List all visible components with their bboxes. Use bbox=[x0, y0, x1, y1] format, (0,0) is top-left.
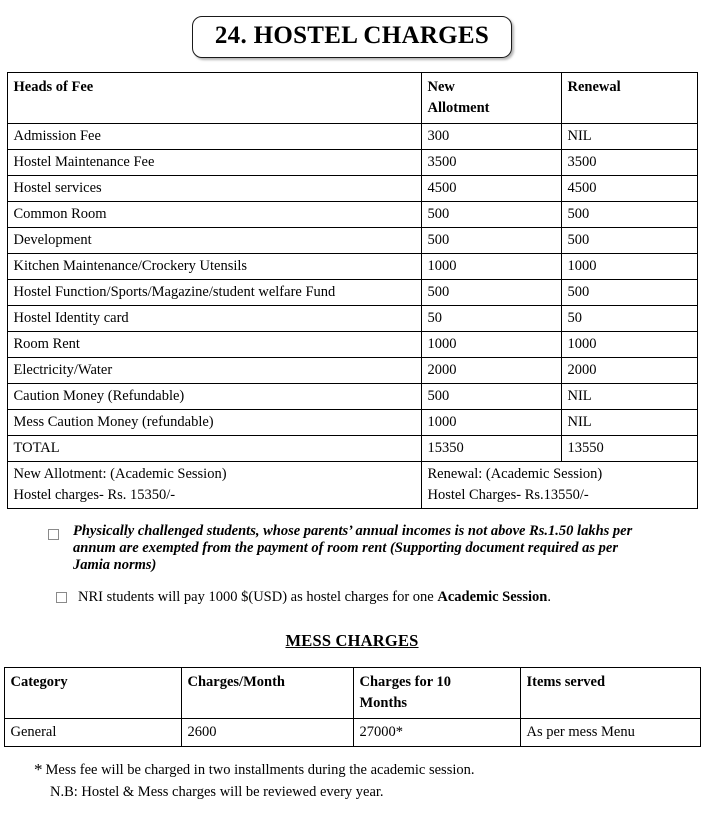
cell-new-allotment: 500 bbox=[421, 383, 561, 409]
cell-new-allotment: 2000 bbox=[421, 357, 561, 383]
cell-head-of-fee: Hostel Identity card bbox=[7, 305, 421, 331]
mess-charges-table-body bbox=[4, 718, 700, 746]
table-summary-row bbox=[7, 461, 697, 508]
table-row bbox=[7, 357, 697, 383]
hostel-charges-table-head bbox=[7, 72, 697, 123]
mess-charges-table bbox=[4, 667, 701, 747]
cell-new-allotment: 500 bbox=[421, 201, 561, 227]
cell-head-of-fee: Electricity/Water bbox=[7, 357, 421, 383]
mess-charges-heading-container bbox=[0, 631, 704, 651]
column-header-new-allotment bbox=[421, 72, 561, 123]
table-row bbox=[7, 201, 697, 227]
table-row bbox=[7, 435, 697, 461]
cell-renewal: 2000 bbox=[561, 357, 697, 383]
cell-renewal: 50 bbox=[561, 305, 697, 331]
cell-items-served: As per mess Menu bbox=[520, 718, 700, 746]
cell-renewal: NIL bbox=[561, 409, 697, 435]
note-nri-text-before: NRI students will pay 1000 $(USD) as hostel charges for one bbox=[78, 588, 438, 605]
summary-new-allotment-line1: New Allotment: (Academic Session) bbox=[13, 465, 227, 482]
cell-renewal: 4500 bbox=[561, 175, 697, 201]
table-row bbox=[7, 331, 697, 357]
column-header-items-served: Items served bbox=[520, 667, 700, 718]
cell-renewal: NIL bbox=[561, 383, 697, 409]
table-row bbox=[4, 718, 700, 746]
page-title-container bbox=[0, 0, 704, 58]
cell-new-allotment: 15350 bbox=[421, 435, 561, 461]
cell-head-of-fee: Admission Fee bbox=[7, 123, 421, 149]
hostel-charges-table-container bbox=[0, 72, 704, 509]
cell-head-of-fee: Kitchen Maintenance/Crockery Utensils bbox=[7, 253, 421, 279]
note-item-exemption bbox=[48, 523, 642, 574]
summary-cell-renewal bbox=[421, 461, 697, 508]
page-title-box bbox=[192, 16, 512, 58]
table-row bbox=[7, 383, 697, 409]
cell-renewal: 500 bbox=[561, 227, 697, 253]
summary-new-allotment-line2: Hostel charges- Rs. 15350/- bbox=[13, 486, 176, 503]
cell-renewal: 1000 bbox=[561, 331, 697, 357]
note-nri-text bbox=[78, 587, 551, 609]
cell-category: General bbox=[4, 718, 181, 746]
table-row bbox=[7, 227, 697, 253]
cell-head-of-fee: Development bbox=[7, 227, 421, 253]
page-title: 24. HOSTEL CHARGES bbox=[214, 22, 490, 49]
cell-renewal: NIL bbox=[561, 123, 697, 149]
cell-new-allotment: 300 bbox=[421, 123, 561, 149]
table-row bbox=[7, 279, 697, 305]
footnote-nb: N.B: Hostel & Mess charges will be reviewed every year. bbox=[50, 784, 384, 801]
column-header-charges-10-months-line1: Charges for 10 bbox=[359, 673, 452, 690]
cell-new-allotment: 500 bbox=[421, 227, 561, 253]
cell-head-of-fee: Common Room bbox=[7, 201, 421, 227]
cell-new-allotment: 500 bbox=[421, 279, 561, 305]
footnote-mess-fee-text: Mess fee will be charged in two installments during the academic session. bbox=[45, 761, 475, 778]
cell-new-allotment: 1000 bbox=[421, 409, 561, 435]
summary-renewal-line1: Renewal: (Academic Session) bbox=[427, 465, 603, 482]
cell-head-of-fee: Hostel Maintenance Fee bbox=[7, 149, 421, 175]
summary-renewal-line2: Hostel Charges- Rs.13550/- bbox=[427, 486, 589, 503]
cell-new-allotment: 4500 bbox=[421, 175, 561, 201]
cell-new-allotment: 3500 bbox=[421, 149, 561, 175]
table-row bbox=[7, 253, 697, 279]
cell-renewal: 3500 bbox=[561, 149, 697, 175]
note-item-nri bbox=[56, 587, 664, 609]
cell-renewal: 1000 bbox=[561, 253, 697, 279]
hostel-charges-table bbox=[7, 72, 698, 509]
note-nri-text-after: . bbox=[547, 588, 551, 605]
column-header-heads-of-fee: Heads of Fee bbox=[7, 72, 421, 123]
summary-cell-new-allotment bbox=[7, 461, 421, 508]
table-row bbox=[7, 409, 697, 435]
column-header-charges-10-months-line2: Months bbox=[359, 694, 408, 711]
table-row bbox=[7, 175, 697, 201]
cell-new-allotment: 1000 bbox=[421, 331, 561, 357]
note-exemption-text: Physically challenged students, whose parents’ annual incomes is not above Rs.1.50 lakhs per annum are exempted from the payment of room rent (Supporting document required as per Jamia norms) bbox=[73, 522, 633, 573]
cell-renewal: 500 bbox=[561, 201, 697, 227]
footnote-mess-fee bbox=[34, 759, 704, 781]
cell-new-allotment: 1000 bbox=[421, 253, 561, 279]
hostel-charges-table-body bbox=[7, 123, 697, 461]
cell-head-of-fee: Room Rent bbox=[7, 331, 421, 357]
note-nri-text-emphasis: Academic Session bbox=[437, 588, 548, 605]
mess-charges-table-container bbox=[0, 667, 704, 747]
hostel-charges-table-foot bbox=[7, 461, 697, 508]
mess-charges-heading: MESS CHARGES bbox=[285, 630, 419, 650]
cell-renewal: 13550 bbox=[561, 435, 697, 461]
cell-new-allotment: 50 bbox=[421, 305, 561, 331]
column-header-renewal: Renewal bbox=[561, 72, 697, 123]
hollow-square-bullet-icon bbox=[48, 529, 59, 540]
mess-charges-table-head bbox=[4, 667, 700, 718]
cell-head-of-fee: Hostel Function/Sports/Magazine/student welfare Fund bbox=[7, 279, 421, 305]
cell-head-of-fee: TOTAL bbox=[7, 435, 421, 461]
cell-charges-per-month: 2600 bbox=[181, 718, 353, 746]
column-header-charges-10-months bbox=[353, 667, 520, 718]
notes-section bbox=[46, 523, 664, 609]
cell-head-of-fee: Caution Money (Refundable) bbox=[7, 383, 421, 409]
column-header-new-allotment-line1: New bbox=[427, 78, 455, 95]
table-row bbox=[7, 305, 697, 331]
table-header-row bbox=[4, 667, 700, 718]
table-header-row bbox=[7, 72, 697, 123]
asterisk-icon: * bbox=[34, 759, 43, 779]
column-header-charges-per-month: Charges/Month bbox=[181, 667, 353, 718]
cell-charges-10-months: 27000* bbox=[353, 718, 520, 746]
hollow-square-bullet-icon bbox=[56, 592, 67, 603]
cell-head-of-fee: Mess Caution Money (refundable) bbox=[7, 409, 421, 435]
cell-head-of-fee: Hostel services bbox=[7, 175, 421, 201]
footnotes-section bbox=[34, 759, 704, 804]
column-header-new-allotment-line2: Allotment bbox=[427, 99, 490, 116]
cell-renewal: 500 bbox=[561, 279, 697, 305]
table-row bbox=[7, 149, 697, 175]
table-row bbox=[7, 123, 697, 149]
column-header-category: Category bbox=[4, 667, 181, 718]
